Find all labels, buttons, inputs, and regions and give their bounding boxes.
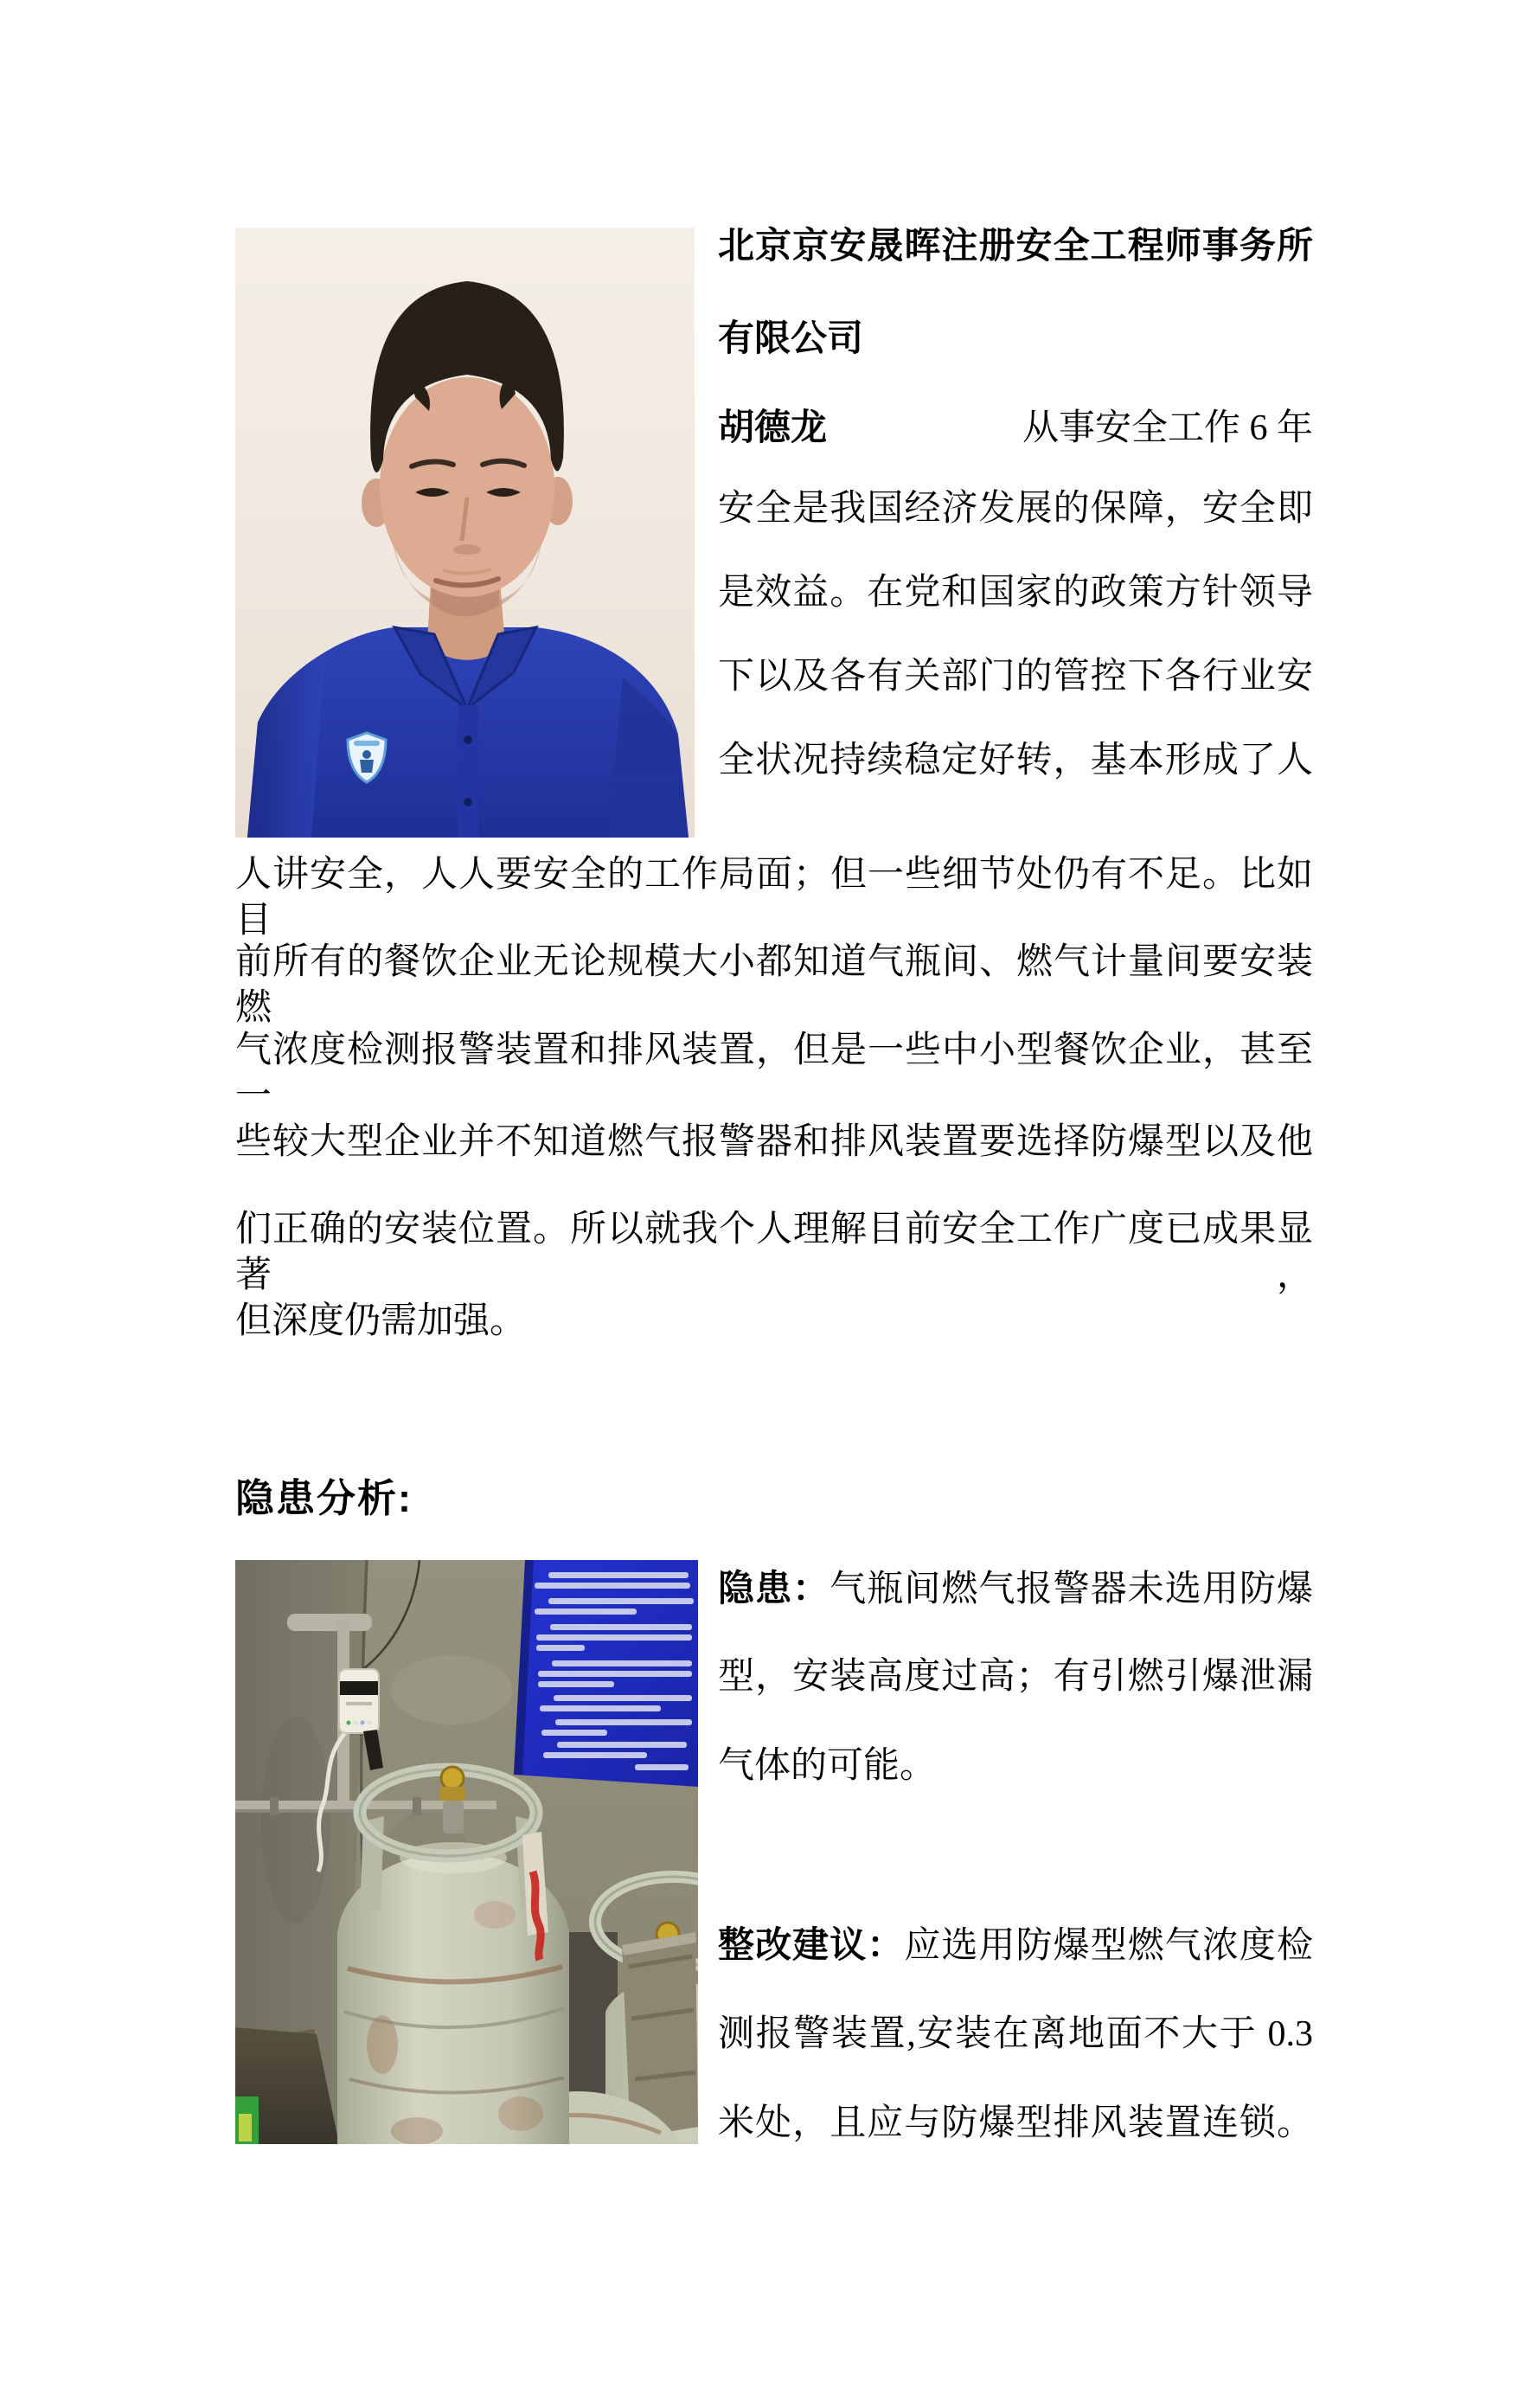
detector-strap [340,1681,378,1695]
suggestion-line: 米处，且应与防爆型排风装置连锁。 [718,2103,1313,2143]
badge-text-band [354,741,380,746]
shirt-button [464,735,472,744]
bio-line: 气浓度检测报警装置和排风装置，但是一些中小型餐饮企业，甚至一 [235,1031,1313,1116]
bio-line: 前所有的餐饮企业无论规模大小都知道气瓶间、燃气计量间要安装燃 [235,942,1313,1028]
bio-line: 下以及各有关部门的管控下各行业安 [718,657,1313,697]
hazard-label: 隐患： [718,1568,830,1609]
bio-line: 些较大型企业并不知道燃气报警器和排风装置要选择防爆型以及他 [235,1122,1313,1162]
safety-notice-sign [514,1560,698,1787]
suggestion-label: 整改建议： [718,1924,905,1965]
sign-date-line [635,1764,689,1770]
pipe-bracket [413,1797,421,1815]
hazard-text: 气瓶间燃气报警器未选用防爆 [830,1570,1313,1609]
hazard-scene-photo [235,1560,698,2144]
profile-name-row [718,405,1313,452]
bio-line: 全状况持续稳定好转，基本形成了人 [718,741,1313,780]
person-name: 胡德龙 [718,407,828,447]
placket [458,705,478,838]
suggestion-line [718,1923,1313,1969]
bio-line: 人讲安全，人人要安全的工作局面；但一些细节处仍有不足。比如目 [235,855,1313,941]
gas-cylinder-main [337,1767,569,2144]
nose-shadow [453,544,481,555]
valve-body [439,1787,465,1801]
hazard-line: 气体的可能。 [718,1746,937,1786]
face [380,377,554,597]
bio-line: 是效益。在党和国家的政策方针领导 [718,573,1313,613]
pipe-bracket [270,1797,279,1815]
company-name-line2: 有限公司 [718,318,864,358]
company-name-line1: 北京京安晟晖注册安全工程师事务所 [718,225,1313,266]
green-object [235,2097,259,2144]
section-title-hazard-analysis: 隐患分析: [235,1476,413,1520]
profile-photo [235,228,695,838]
valve-handwheel [441,1767,464,1789]
hazard-line: 型，安装高度过高；有引燃引爆泄漏 [718,1657,1313,1697]
suggestion-text: 应选用防爆型燃气浓度检 [904,1926,1313,1966]
bio-line: 们正确的安装位置。所以就我个人理解目前安全工作广度已成果显著， [235,1210,1313,1295]
pipe-elbow [287,1614,372,1631]
bio-line: 安全是我国经济发展的保障，安全即 [718,489,1313,529]
hazard-line [718,1566,1313,1613]
bio-line: 但深度仍需加强。 [235,1301,527,1341]
experience-text: 从事安全工作 6 年 [1022,408,1313,448]
regulator [443,1801,464,1833]
shirt-button [464,798,472,806]
suggestion-line: 测报警装置,安装在离地面不大于 0.3 [718,2014,1313,2054]
